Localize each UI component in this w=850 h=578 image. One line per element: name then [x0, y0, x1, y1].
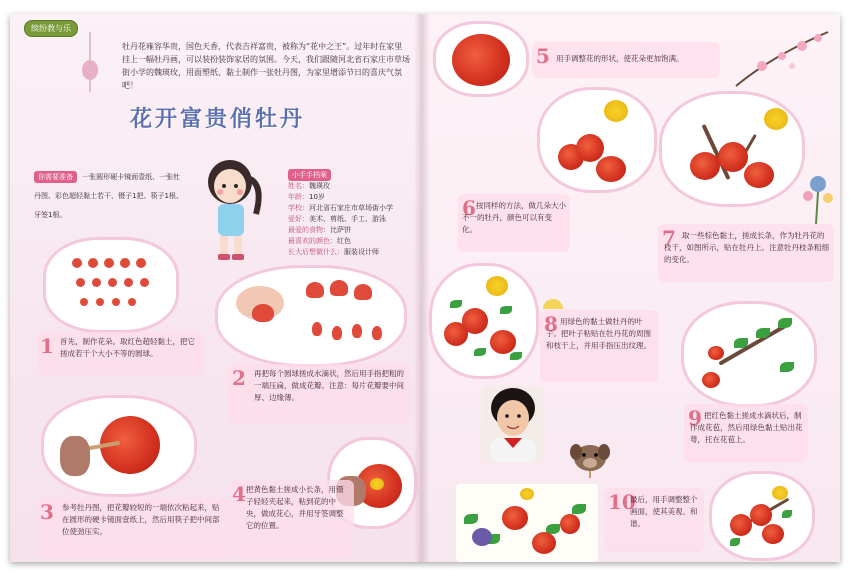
step4-text: 把黄色黏土搓成小长条，用镊子轻轻夹起来，粘到花的中央，做成花心，并用牙签调整它的位置。 [246, 485, 344, 530]
step1-number: 1 [40, 334, 54, 358]
column-badge: 缤纷教与乐 [24, 20, 78, 37]
left-page [10, 14, 422, 562]
puppy-puppet-decoration [566, 438, 614, 478]
student-photo [482, 386, 544, 462]
plum-blossom-decoration [732, 26, 832, 92]
step9-number: 9 [688, 406, 702, 430]
profile-row-dream: 长大后想做什么：服装设计师 [288, 248, 379, 256]
step10-finished-photo [722, 480, 802, 552]
profile-row-age: 年龄：10岁 [288, 193, 325, 201]
step2-petal-pressing-photo [232, 276, 392, 356]
step5-number: 5 [536, 44, 550, 68]
profile-card [288, 162, 408, 258]
step8-number: 8 [544, 312, 558, 336]
materials-text: 一张圆形硬卡镜面壹纸、一张牡丹图、彩色超轻黏土若干、镊子1把、筷子1根、牙签1根。 [34, 173, 183, 219]
step4-number: 4 [232, 482, 246, 506]
profile-row-food: 最爱的食物：比萨饼 [288, 226, 351, 234]
profile-row-hobby: 爱好：美术、剪纸、手工、游泳 [288, 215, 386, 223]
profile-row-name: 姓名：魏瑛玫 [288, 182, 330, 190]
step7-number: 7 [662, 226, 676, 250]
profile-label: 小手手档案 [288, 169, 331, 181]
flower-bouquet-decoration [798, 166, 838, 226]
step10-number: 10 [608, 490, 636, 514]
step10-text: 最后，用手调整整个画面，使其美观、和谐。 [630, 495, 698, 528]
sun-decoration [540, 292, 566, 310]
intro-paragraph: 牡丹花雍容华贵，国色天香，代表吉祥富贵，被称为“花中之王”。过年时在家里挂上一幅牡丹画，可以装扮装饰家居的氛围。今天，我们跟随河北省石家庄市草场街小学的魏瑛玫，用面塑纸、黏土制作一张牡丹图，为家里增添节日的喜庆气氛吧！ [122, 42, 410, 90]
step7-text: 取一些棕色黏土，搓成长条，作为牡丹花的枝干，如图所示，贴在牡丹上。注意牡丹枝条粗细的变化。 [664, 231, 829, 264]
step3-flower-photo [60, 406, 180, 486]
step9-buds-photo [694, 312, 806, 398]
profile-row-school: 学校：河北省石家庄市草场街小学 [288, 204, 393, 212]
step1-text: 首先，制作花朵。取红色超轻黏土，把它搓成若干个大小不等的圆球。 [60, 337, 195, 358]
page-title: 花开富贵俏牡丹 [130, 107, 306, 132]
step1-clay-balls-photo [66, 254, 166, 320]
materials-block [34, 164, 184, 221]
right-page [422, 14, 840, 562]
girl-illustration [198, 154, 268, 264]
step6-several-flowers-photo [550, 98, 646, 184]
step6-number: 6 [462, 196, 476, 220]
step8-text: 用绿色的黏土做牡丹的叶子。把叶子粘贴在牡丹花的周围和枝干上，并用手指压出纹理。 [546, 317, 651, 350]
step7-branches-photo [674, 102, 794, 198]
step2-number: 2 [232, 366, 246, 390]
step6-text: 按同样的方法，做几朵大小不一的牡丹，颜色可以有变化。 [462, 201, 566, 234]
page-gutter [414, 14, 430, 562]
step5-text: 用手调整花的形状，使花朵更加饱满。 [556, 54, 684, 63]
step3-number: 3 [40, 500, 54, 524]
step3-text: 参考牡丹图，把花瓣较短的一端依次粘起来，贴在圆形的硬卡镜面壹纸上，然后用筷子把中间部位使劲压实。 [62, 503, 220, 536]
pink-lantern-decoration [70, 32, 110, 92]
step5-full-flower-photo [446, 30, 516, 88]
step9-text: 把红色黏土搓成水滴状后，制作成花苞，然后用绿色黏土贴出花萼，托在花苞上。 [690, 411, 803, 444]
final-painting [456, 484, 598, 562]
step2-text: 再把每个圆球搓成水滴状，然后用手指把粗的一端压扁，做成花瓣。注意：每片花瓣要中间厚、边缘薄。 [254, 369, 404, 402]
magazine-spread [10, 14, 840, 562]
step8-leaves-photo [440, 272, 530, 370]
profile-row-color: 最喜欢的颜色：红色 [288, 237, 351, 245]
materials-label: 你需要准备 [34, 171, 77, 183]
